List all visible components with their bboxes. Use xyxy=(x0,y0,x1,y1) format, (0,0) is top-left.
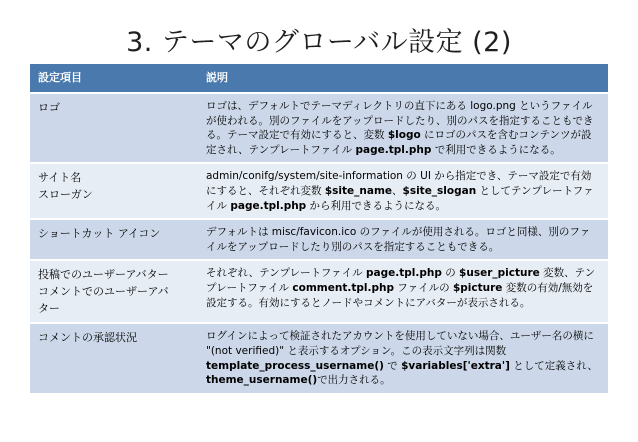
setting-name-line: 投稿でのユーザーアバター xyxy=(38,268,169,282)
setting-name-line: ター xyxy=(38,302,60,316)
slide-title: 3. テーマのグローバル設定 (2) xyxy=(126,27,512,58)
description-text: デフォルトは misc/favicon.ico のファイルが使用される。ロゴと同様、別のファイルをアップロードしたり別のパスを指定することもできる。 xyxy=(206,226,591,253)
header-description: 説明 xyxy=(198,64,608,93)
code-identifier: $site_name xyxy=(324,184,393,197)
table-body xyxy=(30,93,608,394)
description-text: ロゴは、デフォルトでテーマディレクトリの直下にある logo.png というファイルが使われる。別のファイルをアップロードしたり、別のパスを指定することもできる。テーマ設定で有効にすると、変数 xyxy=(206,100,594,142)
description-text: ファイルの xyxy=(393,281,453,294)
setting-name-cell xyxy=(30,163,198,219)
code-identifier: page.tpl.php xyxy=(355,143,432,156)
description-text: admin/conifg/system/site-information の UI から指定でき、テーマ設定で有効にすると、それぞれ変数 xyxy=(206,170,592,197)
code-identifier: page.tpl.php xyxy=(366,267,442,280)
description-text: 変数、テンプレートファイル xyxy=(206,267,596,294)
code-identifier: $site_slogan xyxy=(402,184,477,197)
setting-name-line: スローガン xyxy=(38,188,93,202)
description-text: で出力される。 xyxy=(317,374,391,387)
setting-description-cell xyxy=(198,260,608,323)
setting-name-line: コメントでのユーザーアバ xyxy=(38,285,169,299)
table-row xyxy=(30,323,608,393)
description-text: 変数の有効/無効を設定する。有効にするとノードやコメントにアバターが表示される。 xyxy=(206,281,594,309)
description-text: にロゴのパスを含むコンテンツが設定され、テンプレートファイル xyxy=(206,129,592,156)
code-identifier: $user_picture xyxy=(459,267,540,280)
setting-description-cell xyxy=(198,93,608,163)
setting-name-line: サイト名 xyxy=(38,171,82,185)
description-text: としてテンプレートファイル xyxy=(206,184,594,212)
description-text: で xyxy=(383,359,402,372)
table-header-row xyxy=(30,64,608,93)
code-identifier: theme_username() xyxy=(206,374,318,387)
table-row xyxy=(30,93,608,163)
setting-name-cell xyxy=(30,93,198,163)
description-text: 、 xyxy=(392,184,403,197)
setting-name-cell xyxy=(30,260,198,323)
setting-description-cell xyxy=(198,163,608,219)
description-text: から利用できるようになる。 xyxy=(306,199,447,212)
setting-description-cell xyxy=(198,323,608,393)
setting-description-cell xyxy=(198,219,608,260)
table-row xyxy=(30,260,608,323)
code-identifier: $picture xyxy=(452,281,503,294)
table-row xyxy=(30,219,608,260)
description-text: で利用できるようになる。 xyxy=(431,143,561,156)
code-identifier: template_process_username() xyxy=(206,359,384,372)
table-row xyxy=(30,163,608,219)
header-setting-item: 設定項目 xyxy=(30,64,198,93)
setting-name-line: コメントの承認状況 xyxy=(38,331,137,345)
setting-name-line: ロゴ xyxy=(38,101,60,114)
description-text: として定義され、 xyxy=(509,359,598,372)
setting-name-cell xyxy=(30,323,198,393)
code-identifier: comment.tpl.php xyxy=(292,281,394,294)
code-identifier: $variables['extra'] xyxy=(401,359,510,372)
description-text: それぞれ、テンプレートファイル xyxy=(206,267,366,280)
settings-table xyxy=(30,64,608,395)
description-text: の xyxy=(441,267,460,280)
code-identifier: page.tpl.php xyxy=(230,199,307,212)
description-text: ログインによって検証されたアカウントを使用していない場合、ユーザー名の横に "(not verified)" と表示するオプション。この表示文字列は関数 xyxy=(206,330,594,357)
code-identifier: $logo xyxy=(387,129,421,142)
setting-name-line: ショートカット アイコン xyxy=(38,227,161,241)
setting-name-cell xyxy=(30,219,198,260)
